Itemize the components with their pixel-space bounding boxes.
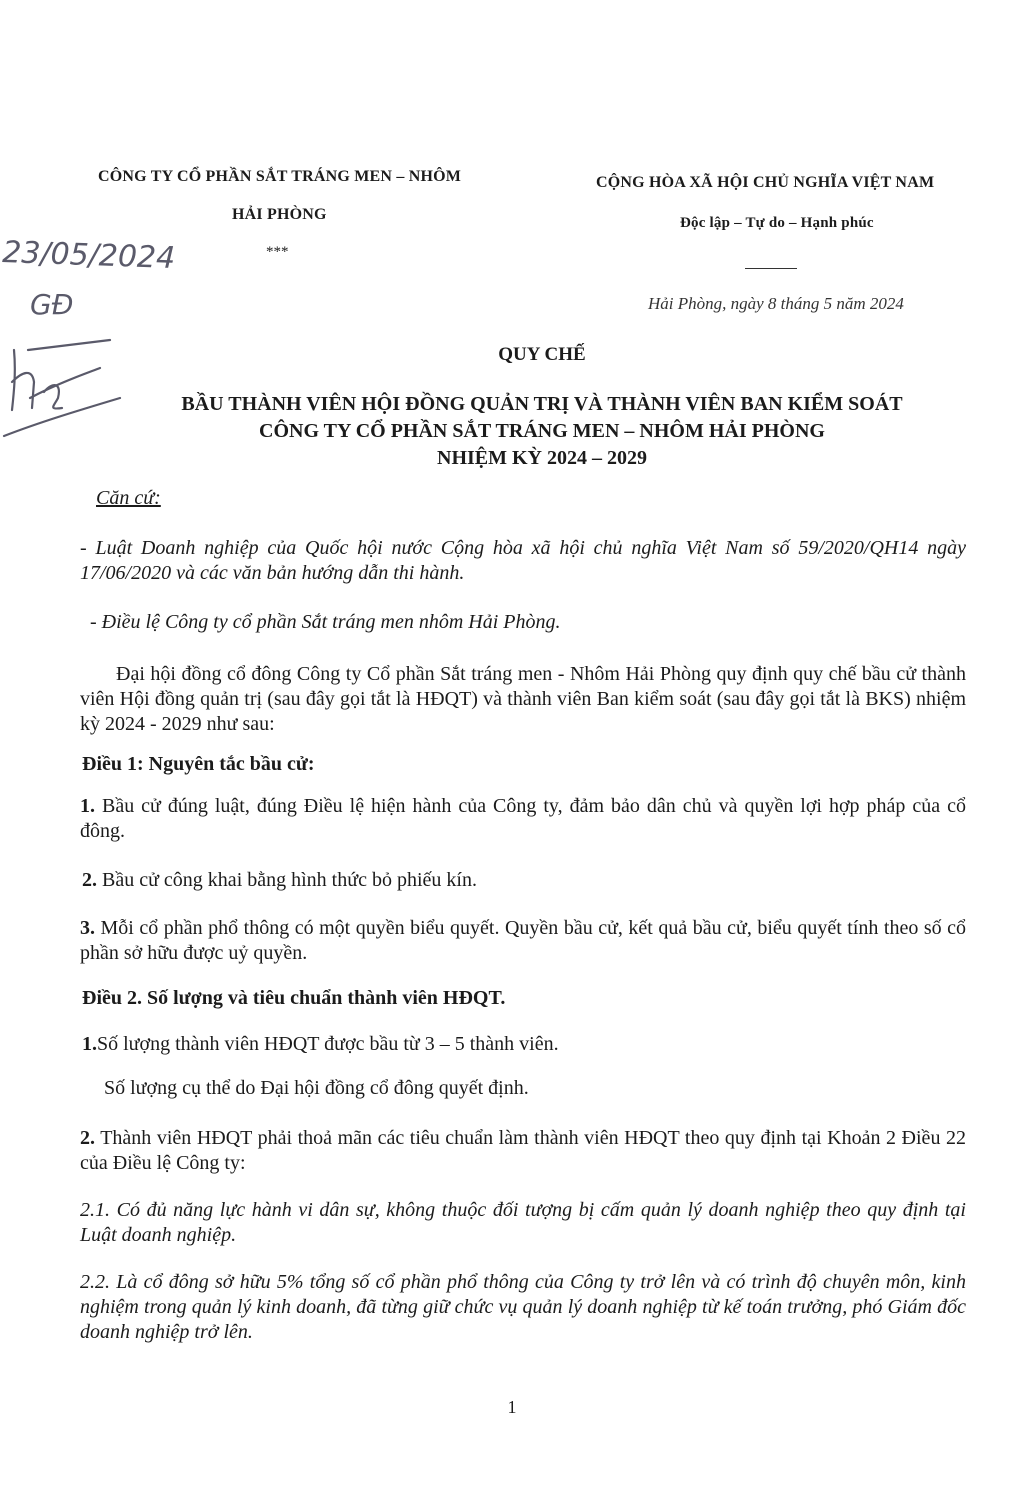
header-stars: ***	[266, 244, 289, 260]
article-1-item-2	[82, 868, 477, 893]
item-number: 3.	[80, 917, 95, 939]
article-2-item-1-sub: Số lượng cụ thể do Đại hội đồng cổ đông quyết định.	[104, 1077, 529, 1099]
national-title: CỘNG HÒA XÃ HỘI CHỦ NGHĨA VIỆT NAM	[596, 174, 935, 191]
company-name-line2: HẢI PHÒNG	[232, 206, 327, 223]
company-name-line1: CÔNG TY CỔ PHẦN SẮT TRÁNG MEN – NHÔM	[98, 168, 462, 185]
doc-title: QUY CHẾ	[498, 344, 586, 365]
item-text: Thành viên HĐQT phải thoả mãn các tiêu chuẩn làm thành viên HĐQT theo quy định tại Khoản 2 Điều 22 của Điều lệ Công ty:	[80, 1127, 966, 1174]
article-2-item-1	[82, 1032, 559, 1057]
doc-subtitle-line2: CÔNG TY CỔ PHẦN SẮT TRÁNG MEN – NHÔM HẢI PHÒNG	[259, 420, 825, 442]
handwritten-date: 23/05/2024	[1, 235, 176, 277]
article-2-item-2	[80, 1126, 966, 1176]
doc-subtitle-line1: BẦU THÀNH VIÊN HỘI ĐỒNG QUẢN TRỊ VÀ THÀNH VIÊN BAN KIỂM SOÁT	[181, 393, 903, 415]
doc-subtitle-line3: NHIỆM KỲ 2024 – 2029	[437, 447, 647, 469]
article-2-item-2-2: 2.2. Là cổ đông sở hữu 5% tổng số cổ phần phổ thông của Công ty trở lên và có trình độ chuyên môn, kinh nghiệm trong quản lý kinh doanh, đã từng giữ chức vụ quản lý doanh nghiệp từ kế toán trưởng, phó Giám đốc doanh nghiệp trở lên.	[80, 1271, 966, 1343]
intro-paragraph: Đại hội đồng cổ đông Công ty Cổ phần Sắt tráng men - Nhôm Hải Phòng quy định quy chế bầu cử thành viên Hội đồng quản trị (sau đây gọi tắt là HĐQT) và thành viên Ban kiểm soát (sau đây gọi tắt là BKS) nhiệm kỳ 2024 - 2029 như sau:	[80, 663, 966, 735]
national-motto: Độc lập – Tự do – Hạnh phúc	[680, 215, 874, 231]
basis-item-2: - Điều lệ Công ty cổ phần Sắt tráng men nhôm Hải Phòng.	[90, 611, 561, 633]
article-1-heading: Điều 1: Nguyên tắc bầu cử:	[82, 753, 315, 775]
article-2-heading: Điều 2. Số lượng và tiêu chuẩn thành viên HĐQT.	[82, 987, 506, 1009]
item-number: 1.	[82, 1033, 97, 1055]
item-text: Bầu cử đúng luật, đúng Điều lệ hiện hành của Công ty, đảm bảo dân chủ và quyền lợi hợp pháp của cổ đông.	[80, 795, 966, 842]
place-date: Hải Phòng, ngày 8 tháng 5 năm 2024	[648, 294, 904, 313]
item-number: 2.	[82, 869, 97, 891]
handwritten-note: GĐ	[30, 288, 74, 321]
item-number: 1.	[80, 795, 95, 817]
article-2-item-2-1: 2.1. Có đủ năng lực hành vi dân sự, không thuộc đối tượng bị cấm quản lý doanh nghiệp theo quy định tại Luật doanh nghiệp.	[80, 1199, 966, 1246]
basis-item-1: - Luật Doanh nghiệp của Quốc hội nước Cộng hòa xã hội chủ nghĩa Việt Nam số 59/2020/QH14 ngày 17/06/2020 và các văn bản hướng dẫn thi hành.	[80, 537, 966, 584]
article-1-item-1	[80, 794, 966, 844]
item-text: Số lượng thành viên HĐQT được bầu từ 3 – 5 thành viên.	[97, 1033, 559, 1055]
item-text: Mỗi cổ phần phổ thông có một quyền biểu quyết. Quyền bầu cử, kết quả bầu cử, biểu quyết tính theo số cổ phần sở hữu được uỷ quyền.	[80, 917, 966, 964]
item-text: Bầu cử công khai bằng hình thức bỏ phiếu kín.	[97, 869, 477, 891]
item-number: 2.	[80, 1127, 95, 1149]
page-number: 1	[507, 1397, 517, 1417]
motto-underline	[745, 268, 797, 269]
basis-label: Căn cứ:	[96, 487, 161, 509]
article-1-item-3	[80, 916, 966, 966]
